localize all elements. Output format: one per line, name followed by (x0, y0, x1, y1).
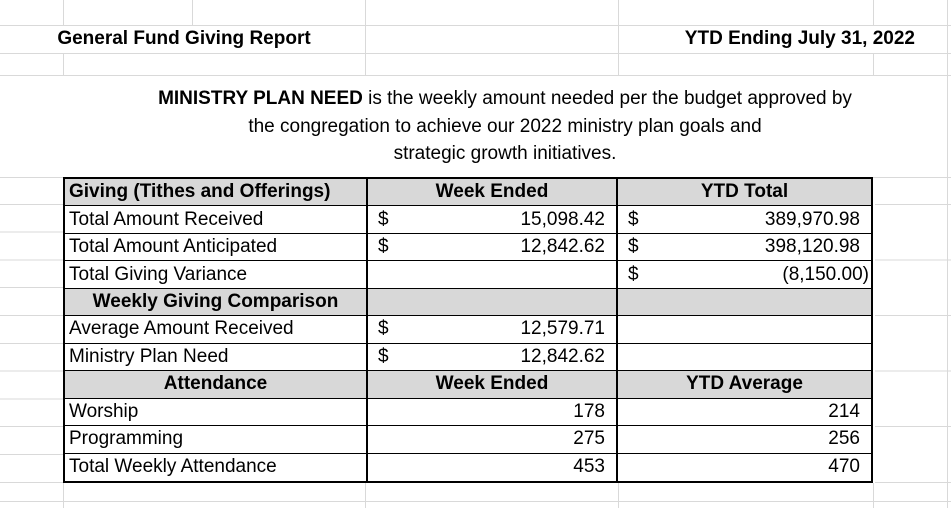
gridline (63, 53, 64, 75)
cell-average-amount-received-ytd[interactable] (618, 316, 871, 343)
currency-symbol: $ (378, 318, 389, 340)
amount-value: 12,842.62 (520, 345, 605, 367)
amount-value: 389,970.98 (764, 208, 860, 230)
currency-symbol: $ (628, 208, 639, 230)
cell-total-amount-received-ytd[interactable] (618, 206, 871, 233)
gridline (63, 483, 64, 508)
gridline (873, 53, 874, 75)
amount-value: (8,150.00) (782, 263, 869, 285)
cell-attendance-section-header[interactable]: Attendance (65, 371, 368, 398)
gridline (0, 53, 951, 54)
note-line-2: the congregation to achieve our 2022 ministry plan goals and (248, 115, 762, 137)
gridline (365, 483, 366, 508)
gridline (63, 0, 64, 25)
cell-giving-section-header[interactable]: Giving (Tithes and Offerings) (65, 179, 368, 206)
cell-ytd-total-header[interactable]: YTD Total (618, 179, 871, 206)
note-line-1-rest: is the weekly amount needed per the budget approved by (362, 88, 852, 109)
gridline (618, 483, 619, 508)
note-line-3: strategic growth initiatives. (393, 143, 617, 164)
cell-ministry-plan-need-ytd[interactable] (618, 344, 871, 371)
ministry-plan-note-cell[interactable] (63, 75, 947, 177)
report-title-cell[interactable]: General Fund Giving Report (57, 28, 311, 49)
cell-programming-week[interactable]: 275 (368, 426, 618, 453)
currency-symbol: $ (628, 263, 639, 285)
currency-symbol: $ (378, 345, 389, 367)
cell-worship-week[interactable]: 178 (368, 399, 618, 426)
cell-ministry-plan-need-week[interactable] (368, 344, 618, 371)
cell-total-giving-variance-week[interactable] (368, 261, 618, 288)
cell-total-amount-received-week[interactable] (368, 206, 618, 233)
period-title-cell[interactable]: YTD Ending July 31, 2022 (684, 28, 915, 49)
gridline-strip (0, 177, 63, 483)
cell-week-ended-header[interactable]: Week Ended (368, 179, 618, 206)
cell-total-weekly-attendance-week[interactable]: 453 (368, 454, 618, 481)
note-bold-lead: MINISTRY PLAN NEED (158, 88, 363, 109)
cell-weekly-giving-comparison-header[interactable]: Weekly Giving Comparison (65, 289, 368, 316)
cell-total-amount-anticipated-label[interactable]: Total Amount Anticipated (65, 234, 368, 261)
cell-total-weekly-attendance-label[interactable]: Total Weekly Attendance (65, 454, 368, 481)
cell-total-amount-received-label[interactable]: Total Amount Received (65, 206, 368, 233)
amount-value: 12,842.62 (520, 236, 605, 258)
cell-attendance-ytd-avg-header[interactable]: YTD Average (618, 371, 871, 398)
note-line-1 (63, 85, 947, 113)
cell-average-amount-received-label[interactable]: Average Amount Received (65, 316, 368, 343)
amount-value: 12,579.71 (520, 318, 605, 340)
gridline (873, 0, 874, 25)
cell-total-amount-anticipated-week[interactable] (368, 234, 618, 261)
gridline (873, 483, 874, 508)
currency-symbol: $ (378, 208, 389, 230)
gridline (618, 0, 619, 75)
cell-total-giving-variance-ytd[interactable] (618, 261, 871, 288)
cell-weekly-giving-comparison-week[interactable] (368, 289, 618, 316)
cell-attendance-week-header[interactable]: Week Ended (368, 371, 618, 398)
gridline (0, 501, 951, 502)
cell-average-amount-received-week[interactable] (368, 316, 618, 343)
cell-total-giving-variance-label[interactable]: Total Giving Variance (65, 261, 368, 288)
amount-value: 398,120.98 (764, 236, 860, 258)
cell-ministry-plan-need-label[interactable]: Ministry Plan Need (65, 344, 368, 371)
gridline-strip (875, 177, 951, 483)
cell-total-amount-anticipated-ytd[interactable] (618, 234, 871, 261)
cell-worship-label[interactable]: Worship (65, 399, 368, 426)
currency-symbol: $ (378, 236, 389, 258)
amount-value: 15,098.42 (520, 208, 605, 230)
cell-weekly-giving-comparison-ytd[interactable] (618, 289, 871, 316)
giving-report-table (63, 177, 873, 483)
cell-worship-ytd[interactable]: 214 (618, 399, 871, 426)
currency-symbol: $ (628, 236, 639, 258)
cell-total-weekly-attendance-ytd[interactable]: 470 (828, 456, 860, 478)
cell-programming-label[interactable]: Programming (65, 426, 368, 453)
cell-programming-ytd[interactable]: 256 (618, 426, 871, 453)
gridline (192, 0, 193, 25)
